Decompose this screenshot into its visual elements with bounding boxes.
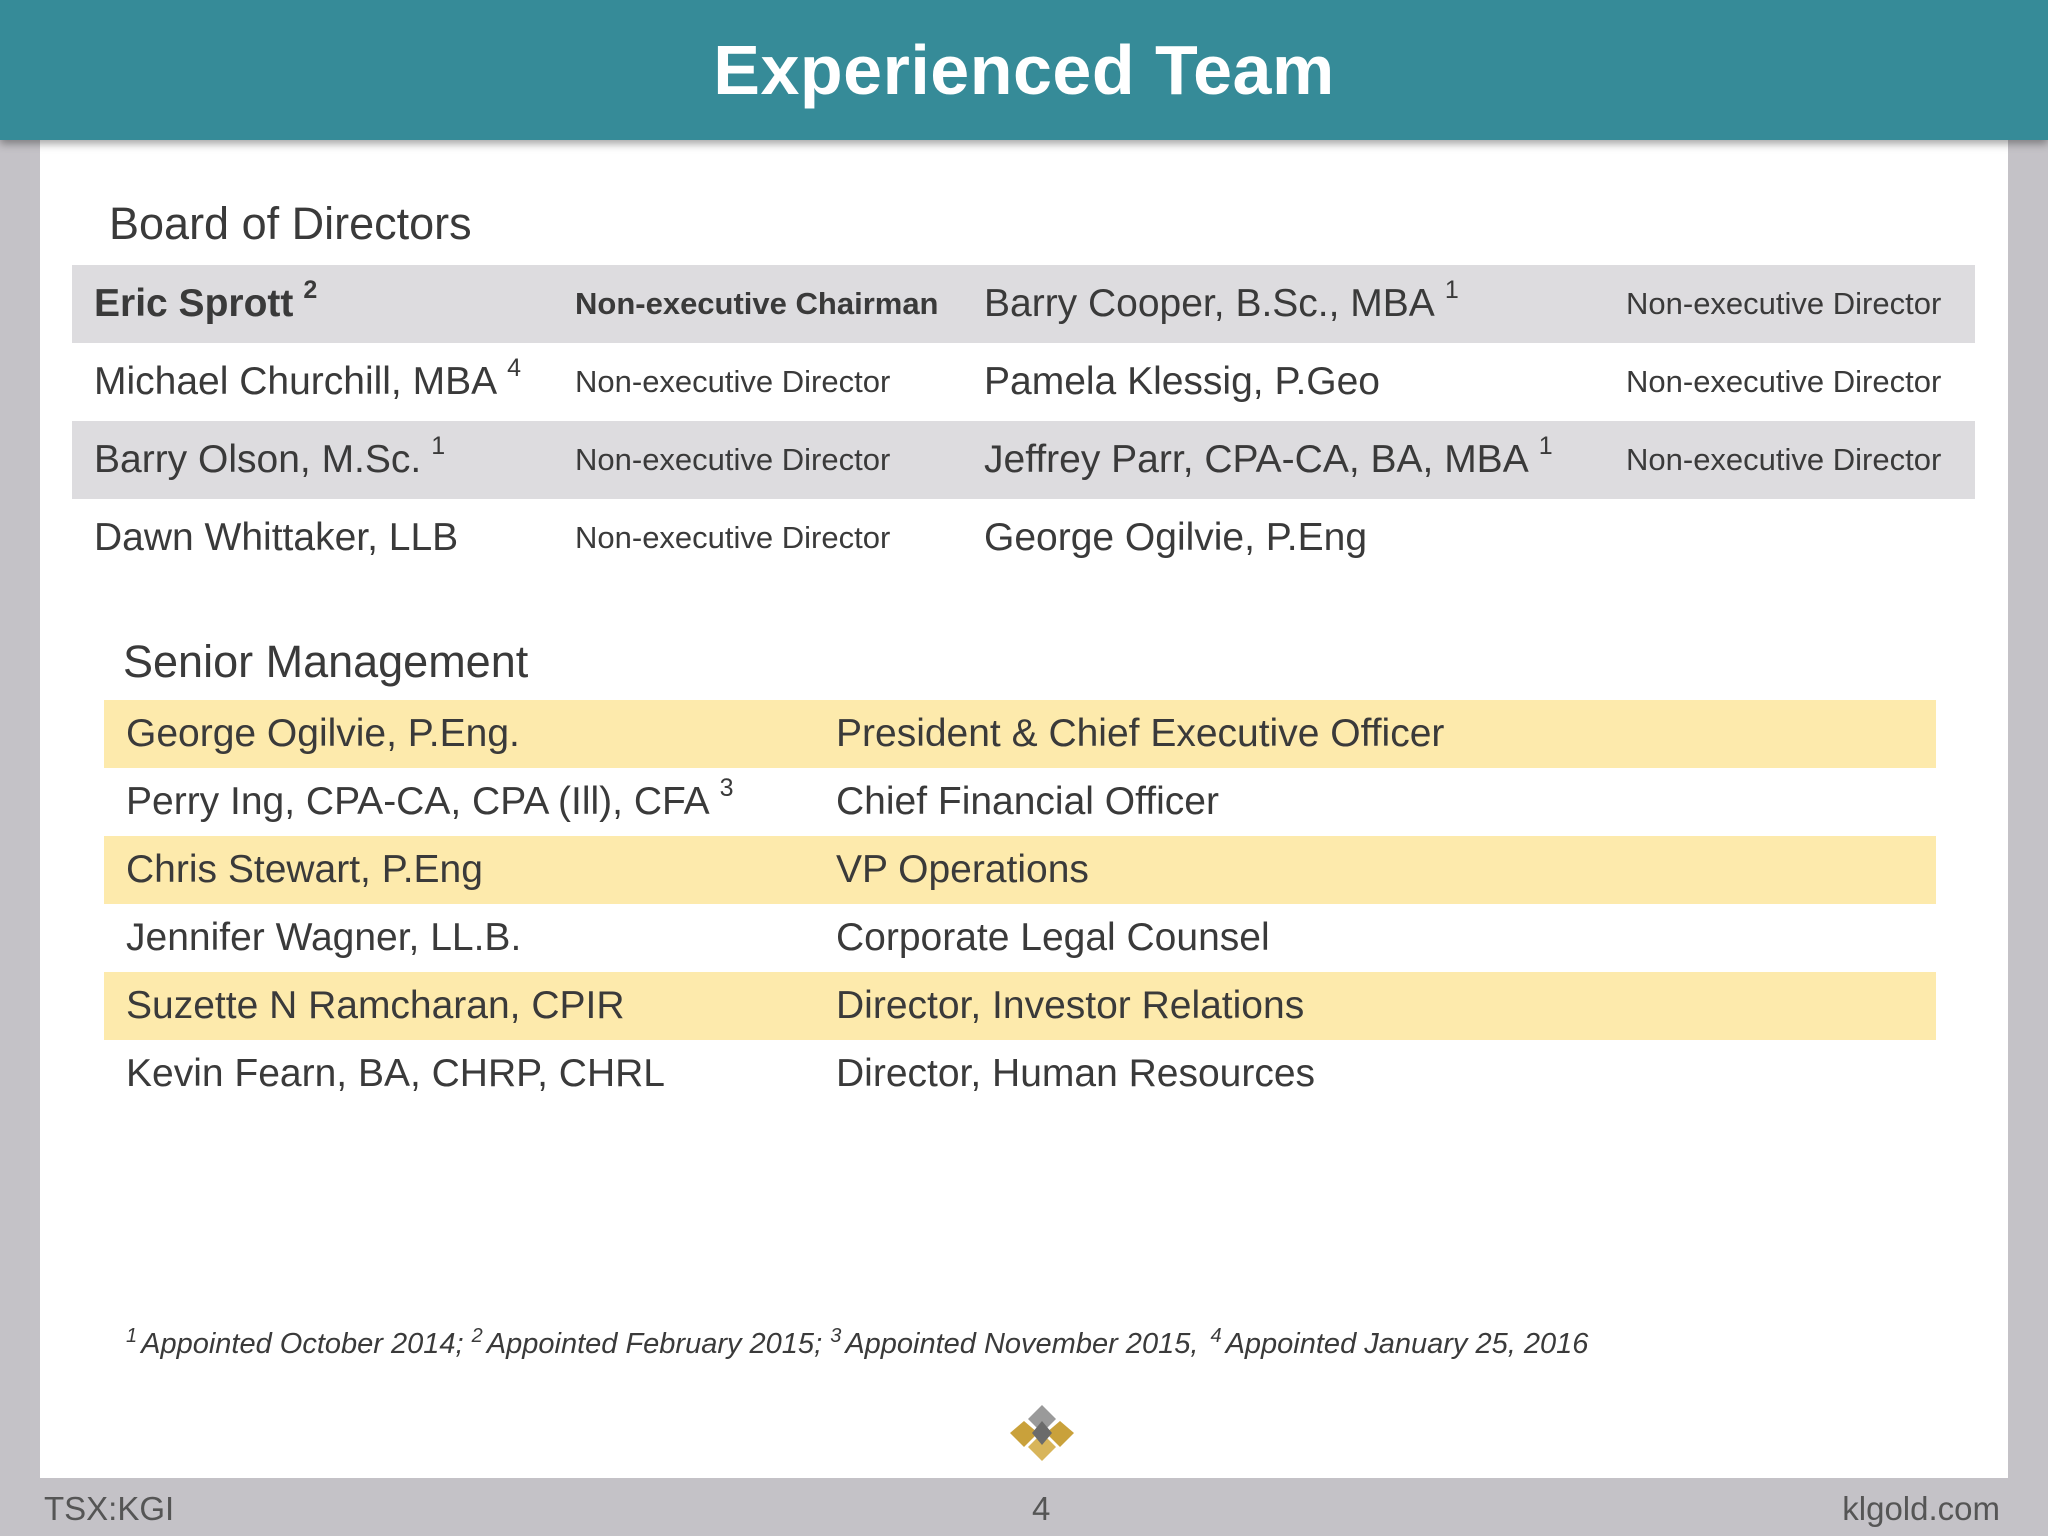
member-name-text: George Ogilvie, P.Eng <box>984 516 1368 559</box>
ticker-symbol: TSX:KGI <box>44 1490 175 1527</box>
manager-name: Jennifer Wagner, LL.B. <box>126 916 522 959</box>
footnote-mark: 3 <box>830 1325 842 1347</box>
footnote-marker: 1 <box>1538 431 1553 460</box>
board-member-role: Non-executive Director <box>575 364 891 399</box>
manager-role: Director, Investor Relations <box>836 984 1305 1027</box>
footnote-text: Appointed January 25, 2016 <box>1225 1328 1589 1360</box>
member-name-text: Barry Cooper, B.Sc., MBA <box>984 282 1435 325</box>
board-member-role: Non-executive Director <box>575 442 891 477</box>
manager-role: VP Operations <box>836 848 1089 891</box>
footnote-marker: 2 <box>303 275 318 304</box>
page-title: Experienced Team <box>713 31 1335 109</box>
member-name-text: Jeffrey Parr, CPA-CA, BA, MBA <box>984 438 1529 481</box>
footnote-text: Appointed November 2015, <box>845 1328 1199 1360</box>
page-number: 4 <box>1032 1490 1051 1527</box>
board-member-name <box>94 421 445 499</box>
management-row <box>104 700 1936 768</box>
management-table <box>104 700 1936 1108</box>
management-row <box>104 1040 1936 1108</box>
member-name-text: Dawn Whittaker, LLB <box>94 516 459 559</box>
member-name-text: Barry Olson, M.Sc. <box>94 438 422 481</box>
board-member-role: Non-executive Director <box>1626 442 1942 477</box>
board-row <box>72 265 1975 343</box>
manager-name <box>126 768 734 836</box>
header-bar <box>0 0 2048 140</box>
board-member-name <box>984 421 1553 499</box>
manager-name-text: Perry Ing, CPA-CA, CPA (Ill), CFA <box>126 780 710 823</box>
management-heading: Senior Management <box>123 636 529 687</box>
manager-role: Chief Financial Officer <box>836 780 1219 823</box>
board-member-name <box>94 499 458 577</box>
manager-name: George Ogilvie, P.Eng. <box>126 712 520 755</box>
board-member-name <box>984 499 1367 577</box>
member-name-text: Eric Sprott <box>94 282 294 325</box>
board-member-name <box>94 265 317 343</box>
board-row <box>72 343 1975 421</box>
footnote-text: Appointed February 2015; <box>486 1328 823 1360</box>
footnote-mark: 2 <box>471 1325 483 1347</box>
footnote-marker: 4 <box>507 353 522 382</box>
board-row <box>72 499 1975 577</box>
management-row <box>104 768 1936 836</box>
manager-role: President & Chief Executive Officer <box>836 712 1445 755</box>
board-member-name <box>94 343 521 421</box>
management-row <box>104 836 1936 904</box>
footnote-mark: 1 <box>126 1325 138 1347</box>
manager-name: Kevin Fearn, BA, CHRP, CHRL <box>126 1052 665 1095</box>
footnote-mark: 4 <box>1210 1325 1222 1347</box>
footnote-marker: 3 <box>719 773 734 802</box>
board-heading: Board of Directors <box>109 198 472 249</box>
board-member-role: Non-executive Chairman <box>575 286 939 321</box>
board-row <box>72 421 1975 499</box>
footnote-marker: 1 <box>1444 275 1459 304</box>
board-member-name <box>984 343 1380 421</box>
footnote-marker: 1 <box>431 431 446 460</box>
company-logo-icon <box>1010 1405 1074 1461</box>
manager-name: Chris Stewart, P.Eng <box>126 848 483 891</box>
appointment-footnotes <box>126 1325 1589 1361</box>
board-table <box>72 265 1975 577</box>
board-member-name <box>984 265 1459 343</box>
management-row <box>104 972 1936 1040</box>
website-link[interactable]: klgold.com <box>1842 1490 2000 1527</box>
footnote-text: Appointed October 2014; <box>141 1328 464 1360</box>
board-member-role: Non-executive Director <box>1626 286 1942 321</box>
manager-name: Suzette N Ramcharan, CPIR <box>126 984 625 1027</box>
board-member-role: Non-executive Director <box>575 520 891 555</box>
board-member-role: Non-executive Director <box>1626 364 1942 399</box>
member-name-text: Michael Churchill, MBA <box>94 360 498 403</box>
manager-role: Corporate Legal Counsel <box>836 916 1270 959</box>
manager-role: Director, Human Resources <box>836 1052 1316 1095</box>
management-row <box>104 904 1936 972</box>
member-name-text: Pamela Klessig, P.Geo <box>984 360 1380 403</box>
